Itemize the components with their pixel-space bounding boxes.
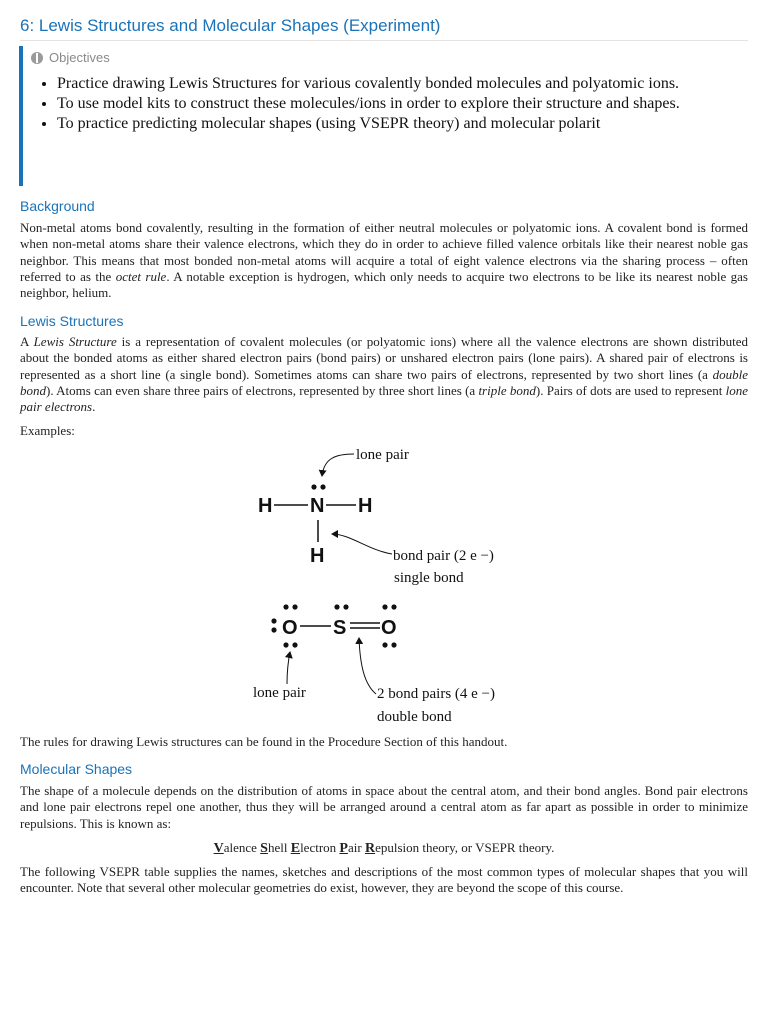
- triple-bond-term: triple bond: [478, 382, 536, 398]
- vsepr-acronym: [0, 840, 768, 857]
- lewis-heading: Lewis Structures: [20, 313, 124, 329]
- background-heading: Background: [20, 198, 95, 214]
- objectives-list: [35, 74, 747, 134]
- molecular-shapes-heading: Molecular Shapes: [20, 761, 133, 777]
- atom-n: N: [310, 495, 325, 517]
- atom-s: S: [333, 617, 347, 639]
- lewis-structure-term: Lewis Structure: [33, 334, 117, 349]
- octet-rule-term: octet rule: [115, 268, 167, 284]
- objective-item: • To use model kits to construct these molecules/ions in order to explore their structure and shapes.: [57, 94, 747, 114]
- lewis-text: ). Atoms can even share three pairs of electrons, represented by three short lines (a: [46, 382, 479, 398]
- double-bond-term: double bond: [20, 366, 748, 398]
- objectives-heading: Objectives: [49, 50, 110, 65]
- vsepr-letter: V: [213, 841, 224, 856]
- shapes-paragraph: The shape of a molecule depends on the distribution of atoms in space about the central atom, and their bond angles. Bond pair electrons and lone pair electrons repel one another, thus they will be arranged around a central atom as far apart as possible in order to minimize repulsions. This is known as:: [20, 783, 748, 831]
- page-title: 6: Lewis Structures and Molecular Shapes (Experiment): [20, 16, 441, 35]
- lewis-structures-figure: [240, 438, 540, 728]
- label-lone-pair-top: lone pair: [356, 447, 409, 463]
- label-lone-pair-bottom: lone pair: [253, 685, 306, 701]
- lewis-paragraph: [20, 334, 748, 415]
- examples-label: Examples:: [20, 423, 75, 438]
- objectives-box: [19, 46, 748, 186]
- vsepr-letter: S: [260, 841, 268, 856]
- vsepr-word: epulsion theory, or VSEPR theory.: [375, 840, 555, 855]
- atom-h-bottom: H: [310, 545, 325, 567]
- vsepr-table-paragraph: The following VSEPR table supplies the names, sketches and descriptions of the most common types of molecular shapes that you will encounter. Note that several other molecular geometries do exist, however, they are beyond the scope of this course.: [20, 864, 748, 896]
- lone-pair-term: lone pair electrons: [20, 382, 748, 415]
- objective-item: • Practice drawing Lewis Structures for various covalently bonded molecules and polyatomic ions.: [57, 74, 747, 94]
- background-text-1: Non-metal atoms bond covalently, resulting in the formation of either neutral molecules or polyatomic ions. A covalent bond is formed when non-metal atoms share their valence electrons, which they do in order to achieve filled valence orbitals like their nearest noble gas neighbor. This means that most bonded non-metal atoms will acquire a total of eight valence electrons via the sharing process – often referred to as the: [20, 220, 748, 284]
- atom-h-left: H: [258, 495, 273, 517]
- objectives-header[interactable]: [31, 50, 110, 65]
- label-single-bond: single bond: [394, 570, 464, 586]
- vsepr-letter: E: [290, 841, 301, 856]
- atom-h-right: H: [358, 495, 373, 517]
- vsepr-letter: P: [339, 841, 348, 856]
- vsepr-word: hell: [267, 840, 291, 855]
- atom-o-right: O: [381, 617, 397, 639]
- objective-item: • To practice predicting molecular shapes (using VSEPR theory) and molecular polarit: [57, 114, 747, 134]
- lewis-text: .: [92, 399, 96, 415]
- label-double-bond: double bond: [377, 709, 452, 725]
- bond-lines: [274, 505, 380, 628]
- vsepr-word: alence: [223, 840, 261, 855]
- title-divider: [20, 40, 748, 41]
- vsepr-word: air: [347, 840, 365, 855]
- background-text-2: . A notable exception is hydrogen, which only needs to acquire two electrons to be like its nearest noble gas neighbor, helium.: [20, 268, 748, 301]
- lewis-text: A: [20, 334, 34, 349]
- background-paragraph: [20, 220, 748, 301]
- vsepr-letter: R: [364, 841, 376, 856]
- label-bond-pair: bond pair (2 e −): [393, 548, 494, 564]
- lewis-text: is a representation of covalent molecules (or polyatomic ions) where all the valence electrons are shown distributed about the bonded atoms as either shared electron pairs (bond pairs) or unshared electron pairs (lone pairs). A shared pair of electrons is represented as a short line (a single bond). Sometimes atoms can share two pairs of electrons, represented by two short lines (a: [20, 334, 748, 382]
- objectives-icon: [31, 52, 43, 64]
- rules-note: The rules for drawing Lewis structures can be found in the Procedure Section of this handout.: [20, 734, 508, 749]
- vsepr-word: lectron: [300, 840, 340, 855]
- annotation-arrows: [287, 454, 392, 694]
- atom-o-left: O: [282, 617, 298, 639]
- lewis-text: ). Pairs of dots are used to represent: [535, 382, 726, 398]
- label-two-bond-pairs: 2 bond pairs (4 e −): [377, 686, 496, 702]
